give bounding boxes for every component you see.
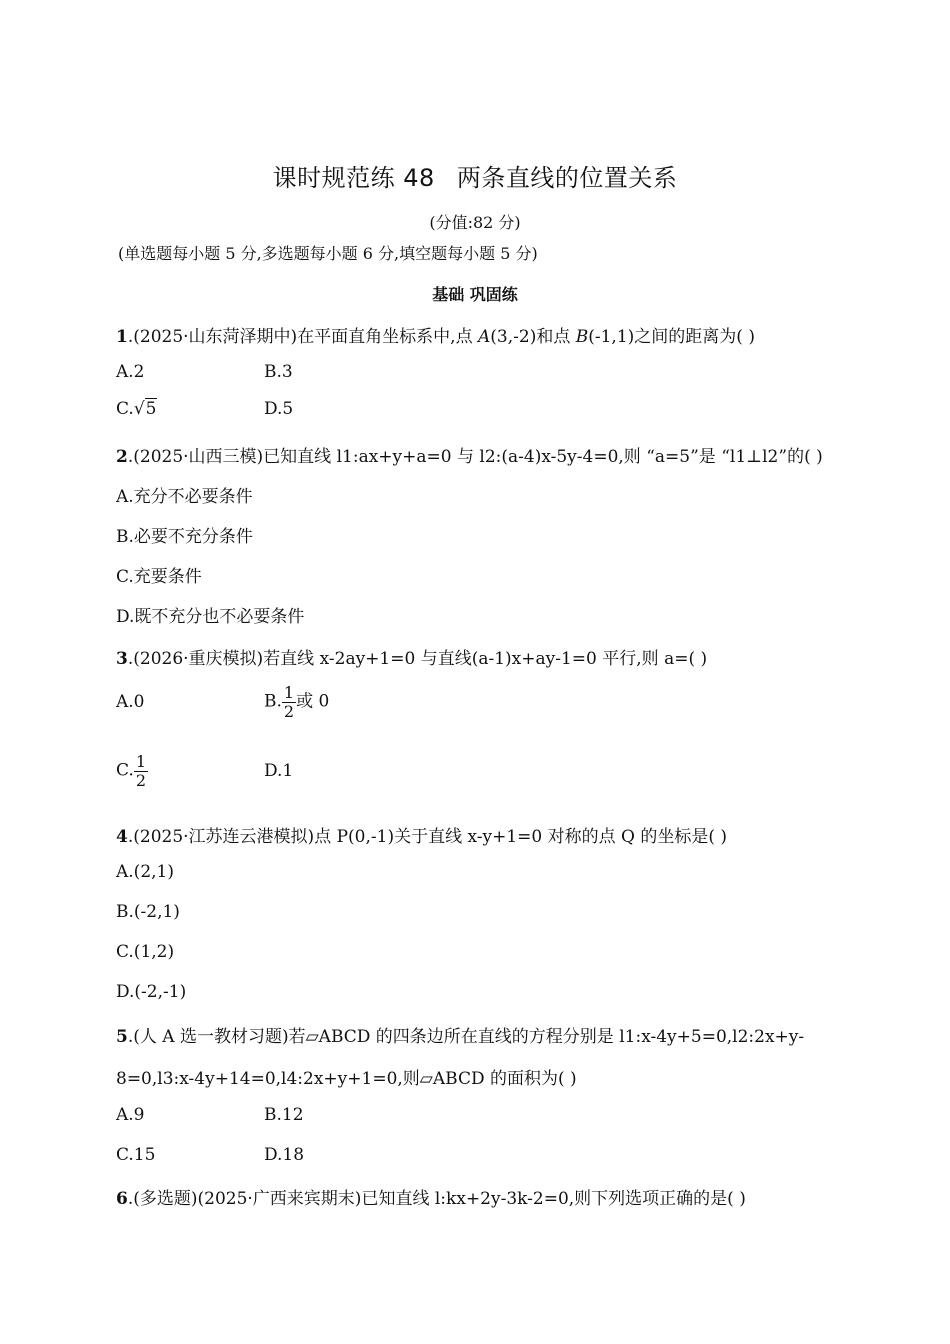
q1-option-a: A.2 — [116, 362, 145, 382]
q3-option-d: D.1 — [264, 761, 294, 781]
q5-option-b: B.12 — [264, 1105, 304, 1125]
q4-option-c: C.(1,2) — [116, 942, 175, 962]
sqrt-icon: √ — [133, 399, 145, 419]
q4-option-b: B.(-2,1) — [116, 902, 180, 922]
q3-option-c: C. $\frac{1}{2}$ — [116, 752, 146, 790]
score-note: (分值:82 分) — [429, 213, 521, 232]
q3-option-b: B. $\frac{1}{2}$ 或 0 — [264, 683, 330, 721]
question-2: 2.(2025·山西三模)已知直线 l1:ax+y+a=0 与 l2:(a-4)x-5y-4=0,则 “a=5”是 “l1⊥l2”的( ) — [116, 447, 823, 467]
question-5: 5.(人 A 选一教材习题)若▱ABCD 的四条边所在直线的方程分别是 l1:x-4y+5=0,l2:2x+y- — [116, 1027, 805, 1047]
question-3: 3.(2026·重庆模拟)若直线 x-2ay+1=0 与直线(a-1)x+ay-1=0 平行,则 a=( ) — [116, 649, 708, 669]
q5-option-c: C.15 — [116, 1145, 156, 1165]
q1-option-c: C.√5 — [116, 399, 157, 419]
question-4: 4.(2025·江苏连云港模拟)点 P(0,-1)关于直线 x-y+1=0 对称的点 Q 的坐标是( ) — [116, 827, 728, 847]
q1-option-b: B.3 — [264, 362, 293, 382]
question-5-continued: 8=0,l3:x-4y+14=0,l4:2x+y+1=0,则▱ABCD 的面积为( ) — [116, 1069, 577, 1089]
q4-option-a: A.(2,1) — [116, 862, 174, 882]
question-6: 6.(多选题)(2025·广西来宾期末)已知直线 l:kx+2y-3k-2=0,则下列选项正确的是( ) — [116, 1189, 746, 1209]
q5-option-d: D.18 — [264, 1145, 305, 1165]
section-heading: 基础 巩固练 — [432, 285, 518, 304]
q2-option-b: B.必要不充分条件 — [116, 527, 253, 547]
fraction: $\frac{1}{2}$ — [283, 683, 295, 721]
scoring-rule: (单选题每小题 5 分,多选题每小题 6 分,填空题每小题 5 分) — [118, 244, 538, 263]
question-1: 1.(2025·山东菏泽期中)在平面直角坐标系中,点 A(3,-2)和点 B(-1,1)之间的距离为( ) — [116, 327, 755, 347]
q2-option-d: D.既不充分也不必要条件 — [116, 607, 305, 627]
q2-option-c: C.充要条件 — [116, 567, 202, 587]
q2-option-a: A.充分不必要条件 — [116, 487, 253, 507]
q1-option-d: D.5 — [264, 399, 294, 419]
q5-option-a: A.9 — [116, 1105, 145, 1125]
page-title: 课时规范练 48 两条直线的位置关系 — [272, 164, 678, 192]
q4-option-d: D.(-2,-1) — [116, 982, 187, 1002]
question-number: 1 — [116, 327, 128, 347]
q3-option-a: A.0 — [116, 692, 145, 712]
fraction: $\frac{1}{2}$ — [135, 752, 146, 790]
